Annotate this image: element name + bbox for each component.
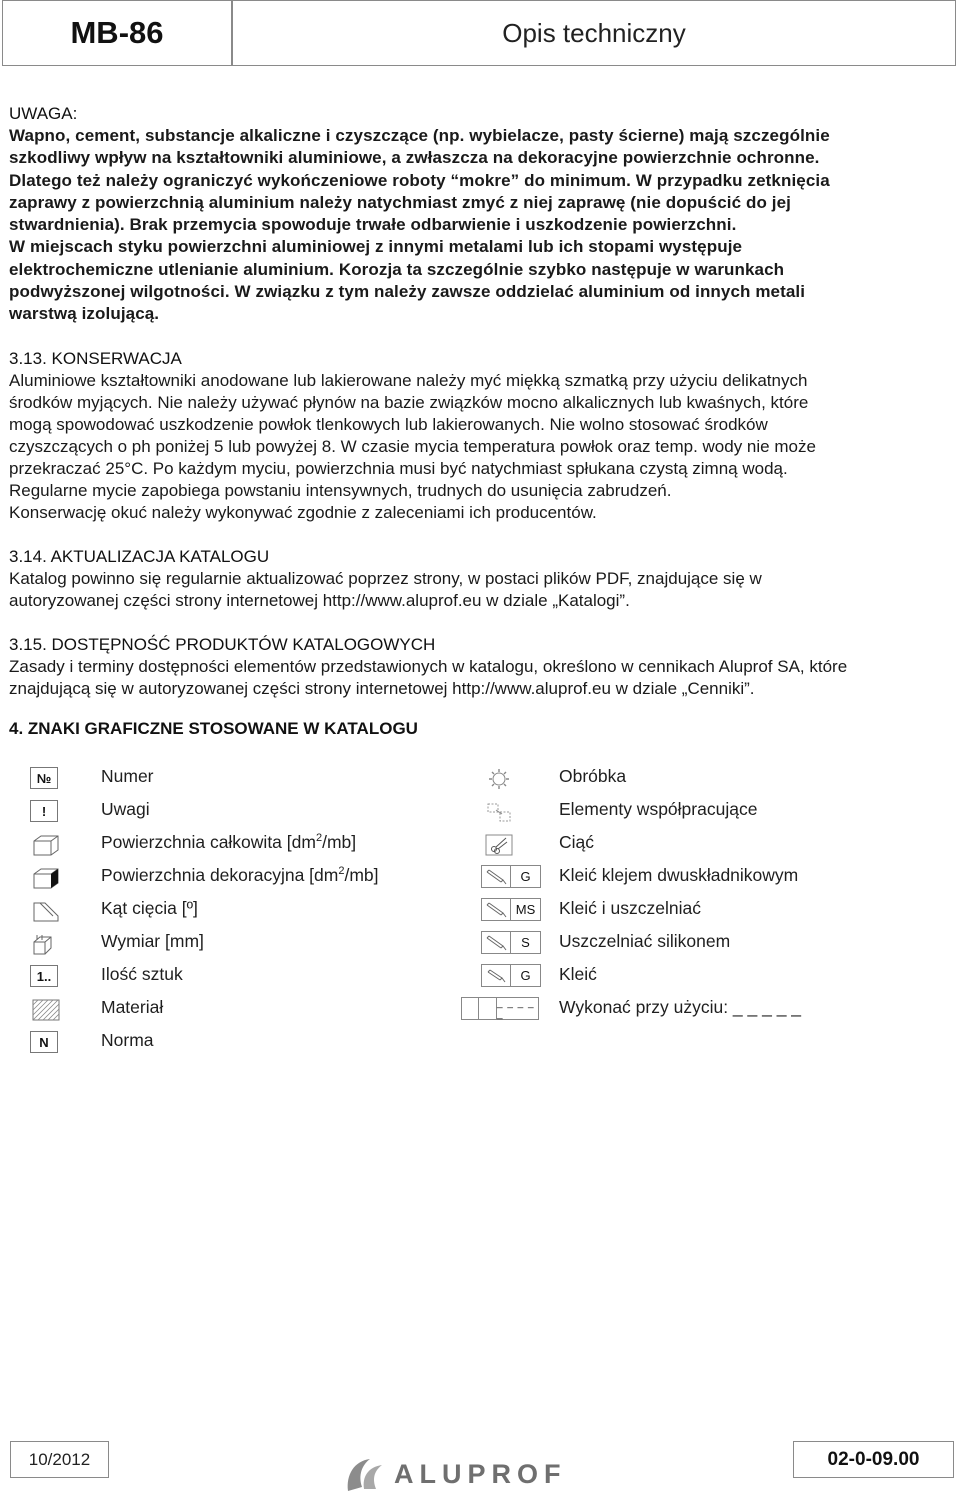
blank-cell: [479, 997, 497, 1020]
text-line: Katalog powinno się regularnie aktualizować poprzez strony, w postaci plików PDF, znajdujące się w: [9, 568, 762, 588]
silicone-seal-icon: [481, 931, 541, 954]
warning-line: warstwą izolującą.: [9, 304, 160, 324]
blank-cell: [461, 997, 479, 1020]
text-line: Regularne mycie zapobiega powstaniu intensywnych, trudnych do usunięcia zabrudzeń.: [9, 480, 672, 500]
text-line: środków myjących. Nie należy używać płynów na bazie związków mocno alkalicznych lub kwaśnych, które: [9, 392, 809, 412]
glue-icon: [481, 964, 541, 987]
section-dostepnosc: [9, 634, 951, 700]
exclamation-icon: !: [30, 800, 58, 822]
document-body: [9, 103, 951, 700]
section-text: [9, 568, 951, 612]
text-line: Aluminiowe kształtowniki anodowane lub lakierowane należy myć miękką szmatką przy użyciu delikatnych: [9, 370, 808, 390]
brand-wordmark: ALUPROF: [394, 1458, 567, 1489]
glue-tube-icon: [481, 931, 511, 954]
legend-label: Kąt cięcia [º]: [101, 898, 198, 918]
warning-line: Dlatego też należy ograniczyć wykończeniowe roboty “mokre” do minimum. W przypadku zetknięcia: [9, 170, 830, 190]
glue-tube-icon: [481, 898, 511, 921]
page-title: Opis techniczny: [232, 0, 956, 66]
legend-label: Obróbka: [559, 766, 627, 786]
section-text: [9, 656, 951, 700]
legend-label: Ciąć: [559, 832, 595, 852]
text-line: czyszczących o ph poniżej 5 lub powyżej 8. W czasie mycia temperatura powłok oraz temp. wody nie może: [9, 436, 816, 456]
warning-line: stwardnienia). Brak przemycia spowoduje trwałe odbarwienie i uszkodzenie powierzchni.: [9, 215, 737, 235]
legend-label: Materiał: [101, 997, 164, 1017]
legend-label: Kleić klejem dwuskładnikowym: [559, 865, 799, 885]
legend-label: Kleić i uszczelniać: [559, 898, 701, 918]
warning-label: UWAGA:: [9, 104, 78, 123]
legend-label: Uwagi: [101, 799, 150, 819]
section-aktualizacja: [9, 546, 951, 612]
total-surface-icon: [30, 833, 62, 856]
section-heading: 3.14. AKTUALIZACJA KATALOGU: [9, 546, 270, 566]
warning-line: podwyższonej wilgotności. W związku z tym należy zawsze oddzielać aluminium od innych metali: [9, 282, 806, 302]
hatched-material-icon: [30, 998, 62, 1021]
cut-angle-icon: [30, 899, 62, 922]
text-line: Konserwację okuć należy wykonywać zgodnie z zaleceniami ich producentów.: [9, 502, 597, 522]
section-heading: 3.13. KONSERWACJA: [9, 348, 182, 368]
glue-code: G: [511, 964, 541, 987]
section-heading: 3.15. DOSTĘPNOŚĆ PRODUKTÓW KATALOGOWYCH: [9, 634, 436, 654]
scissors-icon: [483, 833, 515, 856]
label-text: /mb]: [322, 832, 357, 852]
label-text: Powierzchnia dekoracyjna [dm: [101, 865, 339, 885]
legend-label: Ilość sztuk: [101, 964, 183, 984]
footer-date: 10/2012: [10, 1441, 109, 1478]
cooperating-elements-icon: [483, 800, 515, 823]
glue-code: MS: [511, 898, 541, 921]
catalog-code: MB-86: [2, 0, 232, 66]
legend-label: Wykonać przy użyciu: _ _ _ _ _: [559, 997, 802, 1017]
dimension-icon: [30, 932, 62, 955]
legend-label: Wymiar [mm]: [101, 931, 204, 951]
superscript: 2: [338, 865, 345, 878]
footer-page-code: 02-0-09.00: [793, 1441, 954, 1478]
use-tool-icon: [461, 997, 539, 1020]
legend-label: Elementy współpracujące: [559, 799, 758, 819]
glue-tube-icon: [481, 865, 511, 888]
text-line: mogą spowodować uszkodzenie powłok tlenkowych lub lakierowanych. Nie wolno stosować środków: [9, 414, 768, 434]
warning-line: szkodliwy wpływ na kształtowniki aluminiowe, a zwłaszcza na dekoracyjne powierzchnie ochronne.: [9, 148, 820, 168]
legend-label: [101, 832, 356, 853]
text-line: Zasady i terminy dostępności elementów przedstawionych w katalogu, określono w cennikach Aluprof SA, które: [9, 656, 848, 676]
warning-line: zaprawy z powierzchnią aluminium należy natychmiast zmyć z niej zaprawę (nie dopuścić do jej: [9, 192, 791, 212]
warning-line: W miejscach styku powierzchni aluminiowej z innymi metalami lub ich stopami występuje: [9, 237, 743, 257]
text-line: przekraczać 25°C. Po każdym myciu, powierzchnia musi być natychmiast spłukana czystą zimną wodą.: [9, 458, 788, 478]
glue-code: S: [511, 931, 541, 954]
aluprof-logo: [340, 1452, 600, 1496]
legend-label: Uszczelniać silikonem: [559, 931, 731, 951]
warning-text: [9, 125, 951, 326]
section-4-heading: 4. ZNAKI GRAFICZNE STOSOWANE W KATALOGU: [9, 719, 418, 738]
warning-line: elektrochemiczne utlenianie aluminium. Korozja ta szczególnie szybko następuje w warunkach: [9, 259, 785, 279]
text-line: znajdującą się w autoryzowanej części strony internetowej http://www.aluprof.eu w dziale „Cenniki”.: [9, 678, 755, 698]
glue-code: G: [511, 865, 541, 888]
legend-label: [101, 865, 379, 886]
glue-two-component-icon: [481, 865, 541, 888]
glue-seal-icon: [481, 898, 541, 921]
legend-label: Kleić: [559, 964, 597, 984]
legend-label: Norma: [101, 1030, 154, 1050]
dash-cell: _ _ _ _ _: [497, 997, 539, 1020]
aluprof-swirl-icon: [340, 1453, 386, 1495]
number-icon: №: [30, 767, 58, 789]
section-text: [9, 370, 951, 524]
machining-gear-icon: [483, 767, 515, 790]
quantity-icon: 1..: [30, 965, 58, 987]
glue-tube-icon: [481, 964, 511, 987]
standard-icon: N: [30, 1031, 58, 1053]
label-text: Powierzchnia całkowita [dm: [101, 832, 316, 852]
warning-line: Wapno, cement, substancje alkaliczne i czyszczące (np. wybielacze, pasty ścierne) mają szczególnie: [9, 126, 830, 145]
superscript: 2: [315, 832, 323, 845]
label-text: /mb]: [344, 865, 379, 885]
legend-label: Numer: [101, 766, 154, 786]
decorative-surface-icon: [30, 866, 62, 889]
text-line: autoryzowanej części strony internetowej http://www.aluprof.eu w dziale „Katalogi”.: [9, 590, 630, 610]
section-konserwacja: [9, 348, 951, 524]
